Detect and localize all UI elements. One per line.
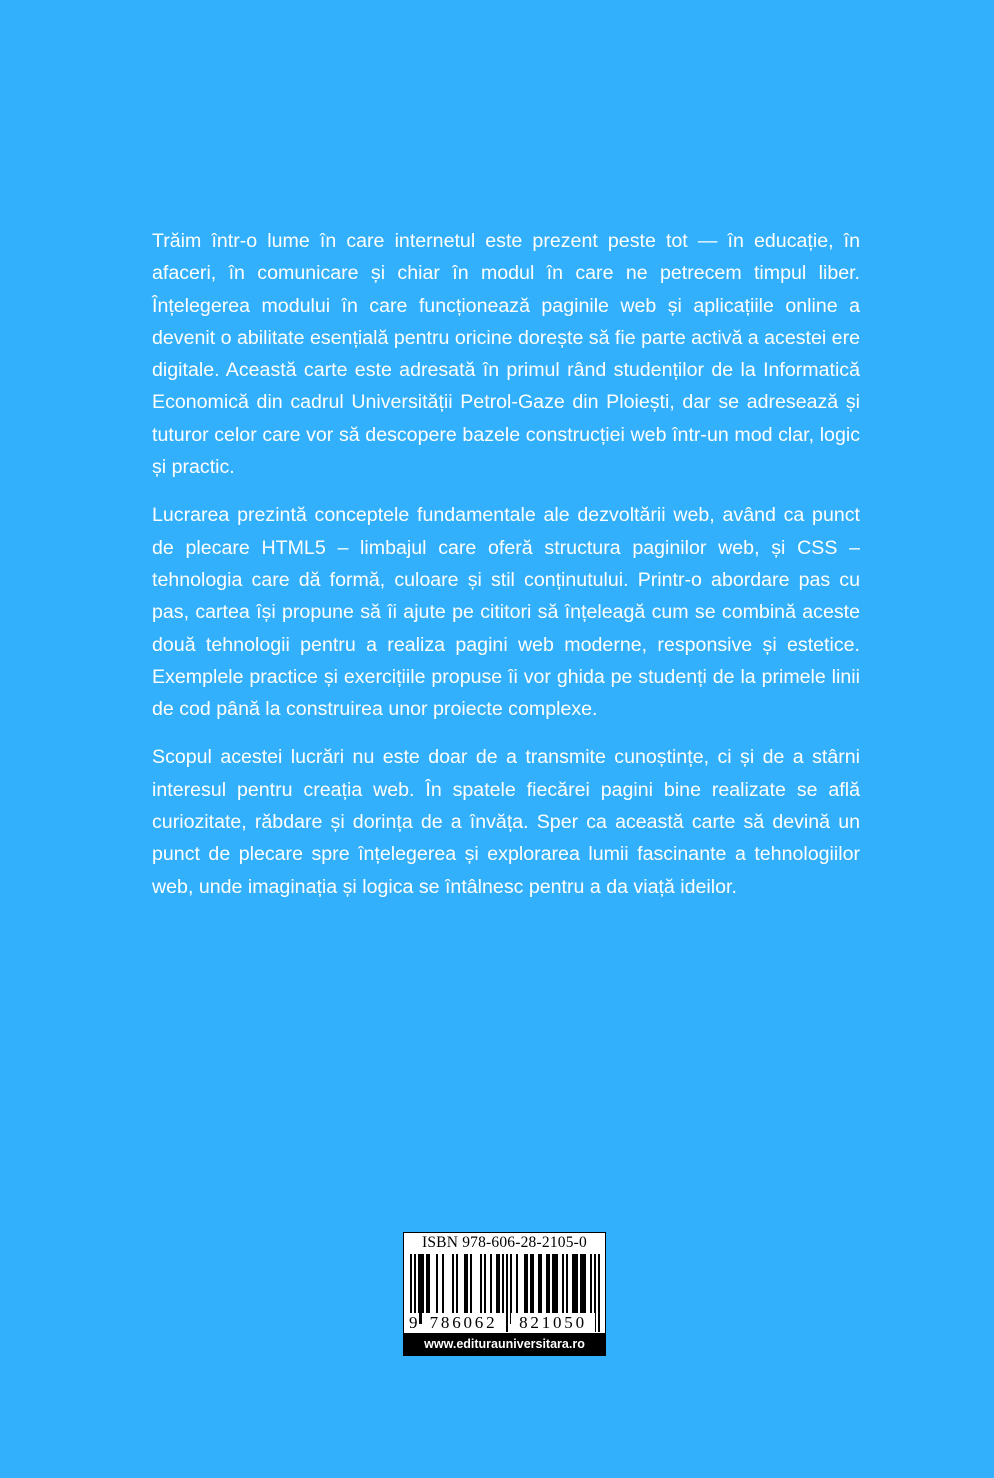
barcode-digits-left: 786062 [422, 1313, 505, 1333]
isbn-barcode [403, 1232, 606, 1356]
blurb-paragraph-3: Scopul acestei lucrări nu este doar de a transmite cunoștințe, ci și de a stârni interesul pentru creația web. În spatele fiecărei pagini bine realizate se află curiozitate, răbdare și dorința de a învăța. Sper ca această carte să devină un punct de plecare spre înțelegerea și explorarea lumii fascinante a tehnologiilor web, unde imaginația și logica se întâlnesc pentru a da viață ideilor. [152, 746, 860, 898]
blurb-text [152, 225, 860, 919]
blurb-paragraph-2: Lucrarea prezintă conceptele fundamentale ale dezvoltării web, având ca punct de plecare HTML5 – limbajul care oferă structura paginilor web, și CSS – tehnologia care dă formă, culoare și stil conținutului. Printr-o abordare pas cu pas, cartea își propune să îi ajute pe cititori să înțeleagă cum se combină aceste două tehnologii pentru a realiza pagini web moderne, responsive și estetice. Exemplele practice și exercițiile propuse îi vor ghida pe studenți de la primele linii de cod până la construirea unor proiecte complexe. [152, 504, 860, 721]
isbn-label: ISBN 978-606-28-2105-0 [422, 1234, 587, 1251]
barcode-digit-first: 9 [409, 1313, 418, 1332]
barcode-digits [408, 1313, 604, 1333]
publisher-url: www.editurauniversitara.ro [404, 1333, 605, 1355]
blurb-paragraph-1: Trăim într-o lume în care internetul este prezent peste tot — în educație, în afaceri, în comunicare și chiar în modul în care ne petrecem timpul liber. Înțelegerea modului în care funcționează paginile web și aplicațiile online a devenit o abilitate esențială pentru oricine dorește să fie parte activă a acestei ere digitale. Această carte este adresată în primul rând studenților de la Informatică Economică din cadrul Universității Petrol-Gaze din Ploiești, dar se adresează și tuturor celor care vor să descopere bazele construcției web într-un mod clar, logic și practic. [152, 230, 860, 479]
barcode-digits-right: 821050 [511, 1313, 595, 1333]
